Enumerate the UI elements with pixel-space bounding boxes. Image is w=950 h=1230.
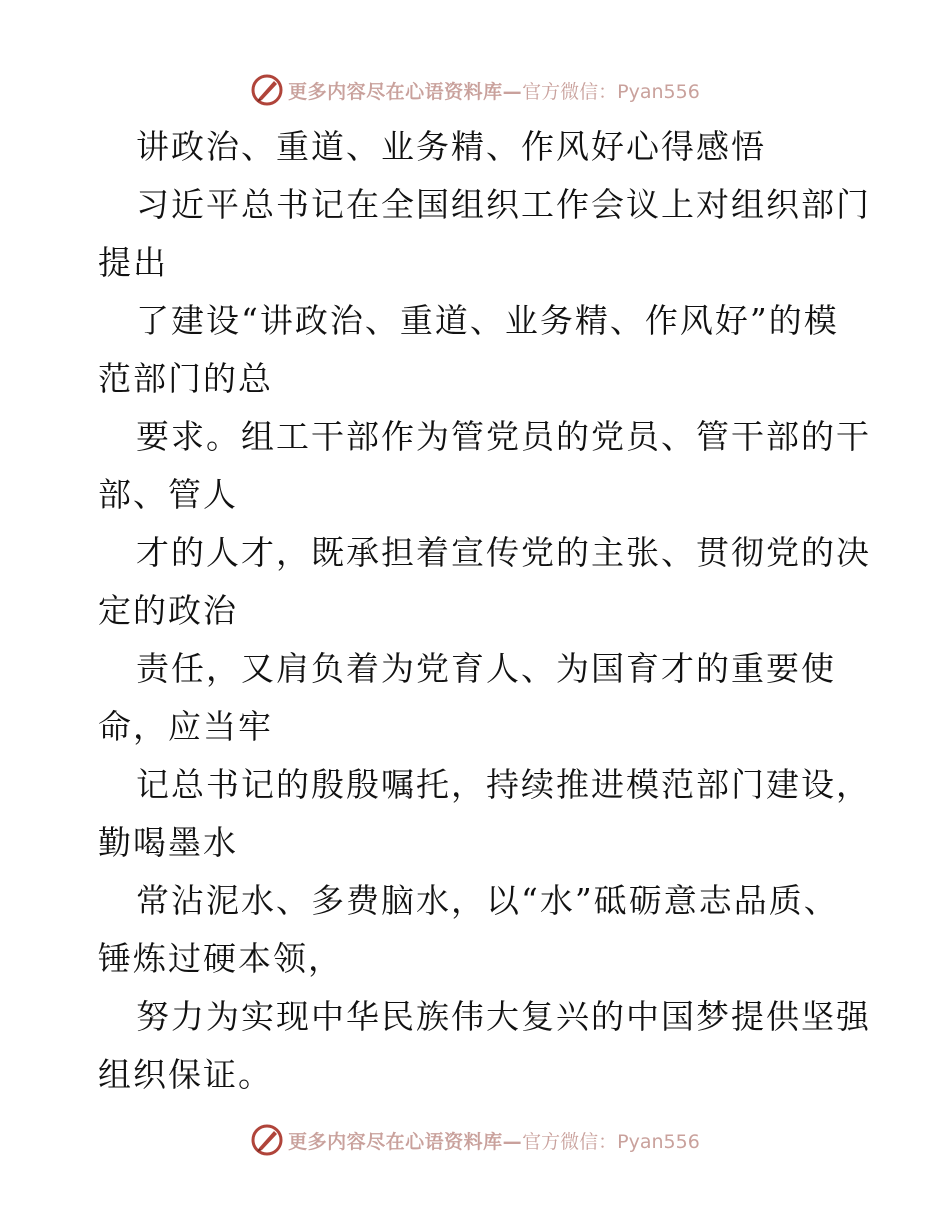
text-line: 了建设“讲政治、重道、业务精、作风好”的模 — [136, 301, 839, 340]
header-banner-text: 更多内容尽在心语资料库— — [288, 80, 523, 103]
text-line: 范部门的总 — [98, 359, 273, 398]
text-line: 要求。组工干部作为管党员的党员、管干部的干 — [136, 417, 871, 456]
pen-logo-icon — [250, 1123, 284, 1157]
text-line: 组织保证。 — [98, 1055, 273, 1094]
text-line: 习近平总书记在全国组织工作会议上对组织部门 — [136, 185, 871, 224]
footer-banner-text: 更多内容尽在心语资料库— — [288, 1130, 523, 1153]
document-title: 讲政治、重道、业务精、作风好心得感悟 — [136, 127, 766, 166]
footer-banner — [0, 1120, 950, 1160]
text-line: 常沾泥水、多费脑水，以“水”砥砺意志品质、 — [136, 881, 839, 920]
text-line: 提出 — [98, 243, 168, 282]
text-line: 锤炼过硬本领， — [98, 939, 343, 978]
text-line: 部、管人 — [98, 475, 238, 514]
pen-logo-icon — [250, 73, 284, 107]
header-banner — [0, 70, 950, 110]
text-line: 努力为实现中华民族伟大复兴的中国梦提供坚强 — [136, 997, 871, 1036]
header-banner-wechat: 官方微信：Pyan556 — [522, 80, 700, 103]
text-line: 责任，又肩负着为党育人、为国育才的重要使 — [136, 649, 836, 688]
footer-banner-wechat: 官方微信：Pyan556 — [522, 1130, 700, 1153]
text-line: 定的政治 — [98, 591, 238, 630]
document-body — [98, 118, 871, 1104]
text-line: 记总书记的殷殷嘱托，持续推进模范部门建设， — [136, 765, 871, 804]
text-line: 勤喝墨水 — [98, 823, 238, 862]
text-line: 命，应当牢 — [98, 707, 273, 746]
text-line: 才的人才，既承担着宣传党的主张、贯彻党的决 — [136, 533, 871, 572]
